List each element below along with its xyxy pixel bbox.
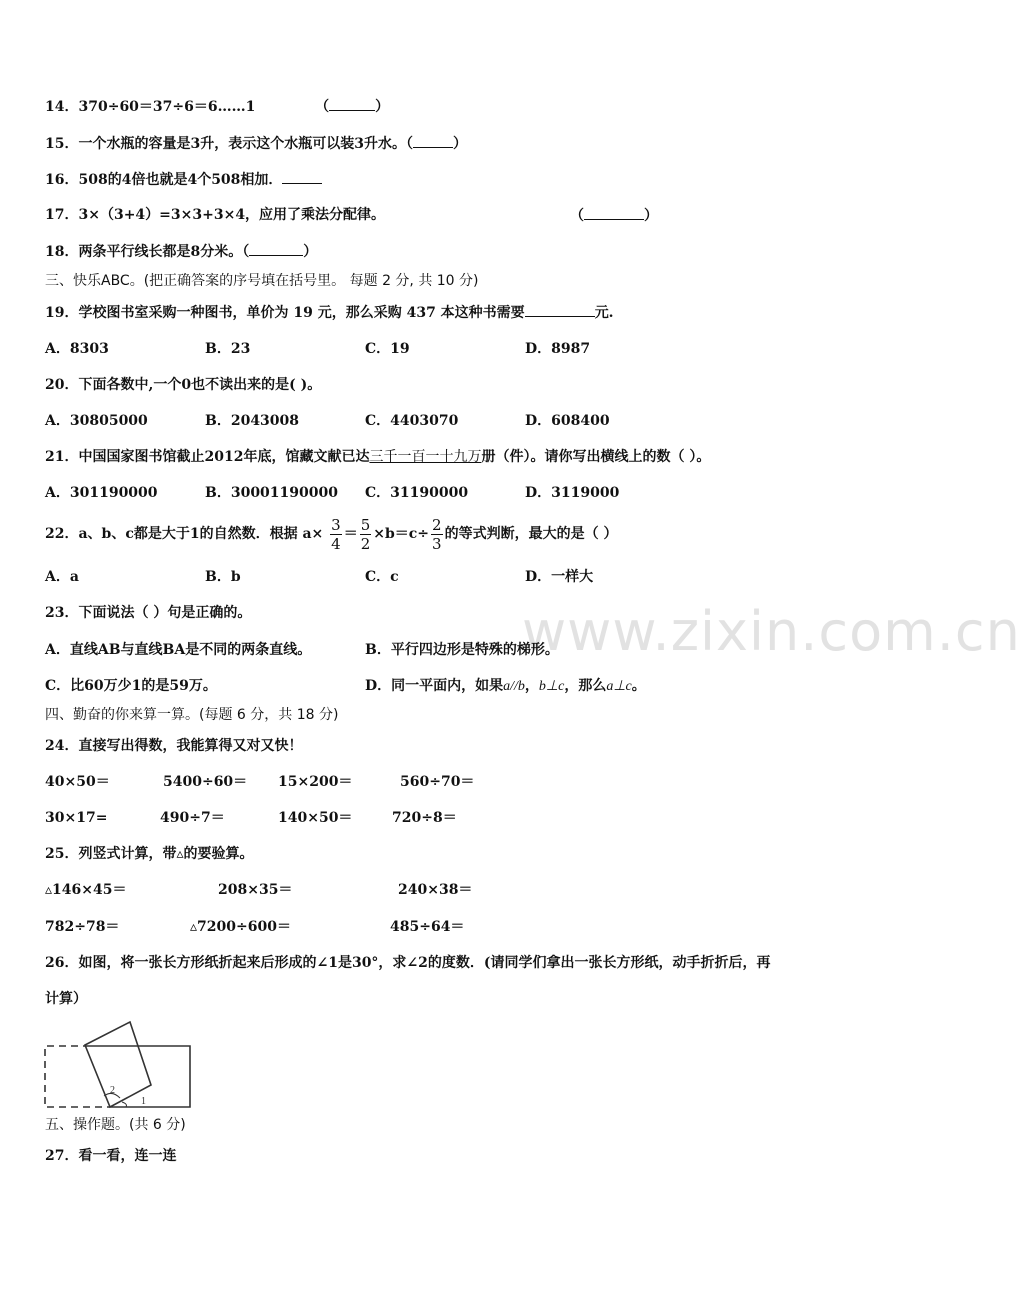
question-number: 20．	[45, 377, 79, 393]
paren-close: ）	[644, 208, 658, 224]
calc-item: 140×50＝	[278, 810, 353, 826]
numerator: 2	[432, 515, 442, 534]
paren-close: ）	[452, 136, 467, 152]
question-25	[45, 844, 254, 864]
option-d[interactable]: D．3119000	[525, 485, 620, 501]
question-27	[45, 1146, 176, 1166]
question-text: 508的4倍也就是4个508相加．	[78, 172, 283, 188]
option-d[interactable]: D．一样大	[525, 569, 594, 585]
question-number: 23．	[45, 605, 79, 621]
question-22	[45, 512, 617, 556]
fraction-5-2	[360, 516, 372, 553]
paren-close: ）	[375, 99, 390, 115]
question-tail: 元.	[594, 305, 614, 321]
option-a[interactable]: A．301190000	[45, 485, 158, 501]
section-3-heading: 三、快乐ABC。(把正确答案的序号填在括号里。 每题 2 分, 共 10 分)	[45, 273, 479, 289]
calc-item: 720÷8＝	[392, 810, 457, 826]
question-26-continued: 计算）	[45, 991, 87, 1007]
question-23	[45, 603, 251, 623]
answer-blank[interactable]	[329, 96, 375, 111]
equals-sign: ＝	[343, 526, 358, 542]
question-text: 下面各数中,一个0也不读出来的是( )。	[78, 377, 322, 393]
answer-blank[interactable]	[249, 241, 303, 256]
question-text-end: 册（件）。请你写出横线上的数（ ）。	[481, 449, 711, 465]
fraction-3-4	[330, 516, 342, 553]
option-c[interactable]: C．31190000	[365, 485, 469, 501]
calc-item: ▵146×45＝	[45, 882, 127, 898]
angle-2-label: 2	[110, 1085, 115, 1096]
option-b[interactable]: B．平行四边形是特殊的梯形。	[365, 642, 559, 658]
option-d[interactable]: D．608400	[525, 413, 610, 429]
option-d-text: D．同一平面内，如果	[365, 678, 504, 694]
question-text: 如图，将一张长方形纸折起来后形成的∠1是30°，求∠2的度数．(请同学们拿出一张长方形纸，动手折折后，再	[78, 955, 771, 971]
answer-blank[interactable]	[525, 302, 595, 317]
denominator: 2	[360, 534, 371, 553]
question-26	[45, 953, 771, 973]
question-18	[45, 241, 317, 262]
question-24	[45, 736, 302, 756]
question-number: 21．	[45, 449, 79, 465]
question-text: 中国国家图书馆截止2012年底，馆藏文献已达	[78, 449, 370, 465]
angle-1-label: 1	[141, 1096, 146, 1107]
numerator: 5	[360, 515, 371, 534]
question-number: 22．	[45, 526, 79, 542]
calc-item: 485÷64＝	[390, 919, 465, 935]
option-c[interactable]: C．19	[365, 341, 410, 357]
question-19	[45, 302, 614, 323]
question-number: 24．	[45, 738, 79, 754]
answer-blank[interactable]	[584, 205, 644, 220]
rectangle-outline	[90, 1046, 190, 1107]
question-number: 25．	[45, 846, 79, 862]
question-text-mid: ×b＝c÷	[373, 526, 430, 542]
question-16	[45, 169, 322, 190]
option-a[interactable]: A．a	[45, 569, 79, 585]
calc-item: 560÷70＝	[400, 774, 475, 790]
calc-item: 40×50＝	[45, 774, 110, 790]
numerator: 3	[331, 515, 341, 534]
option-d-mid: ，那么	[564, 678, 607, 694]
question-text: 一个水瓶的容量是3升，表示这个水瓶可以装3升水。（	[78, 136, 413, 152]
fraction-2-3	[431, 516, 443, 553]
option-b[interactable]: B．2043008	[205, 413, 300, 429]
question-number: 16．	[45, 172, 79, 188]
calc-item: 240×38＝	[398, 882, 473, 898]
option-b[interactable]: B．30001190000	[205, 485, 338, 501]
question-number: 26．	[45, 955, 79, 971]
separator: ，	[524, 678, 539, 694]
option-a[interactable]: A．直线AB与直线BA是不同的两条直线。	[45, 642, 312, 658]
question-text: 370÷60＝37÷6＝6……1	[78, 99, 256, 115]
underlined-text: 三千一百一十九万	[369, 449, 482, 465]
question-number: 14．	[45, 99, 79, 115]
option-c[interactable]: C．4403070	[365, 413, 459, 429]
question-text: 列竖式计算，带▵的要验算。	[78, 846, 254, 862]
denominator: 4	[331, 534, 341, 553]
denominator: 3	[432, 534, 442, 553]
question-21	[45, 447, 710, 467]
option-a[interactable]: A．8303	[45, 341, 109, 357]
question-text: 学校图书室采购一种图书，单价为 19 元，那么采购 437 本这种书需要	[78, 305, 525, 321]
period: 。	[631, 678, 646, 694]
calc-item: 782÷78＝	[45, 919, 120, 935]
watermark: www.zixin.com.cn	[522, 600, 1021, 663]
paren-open: （	[315, 99, 330, 115]
calc-item: 30×17=	[45, 810, 108, 826]
question-number: 27．	[45, 1148, 79, 1164]
question-17-answer	[570, 205, 658, 226]
option-d[interactable]	[365, 676, 646, 697]
paren-close: ）	[303, 244, 318, 260]
option-b[interactable]: B．23	[205, 341, 251, 357]
math-perpendicular: b⊥c	[538, 679, 565, 694]
folded-paper-figure	[40, 1016, 200, 1114]
calc-item: 5400÷60＝	[163, 774, 248, 790]
question-15	[45, 133, 467, 154]
question-14	[45, 96, 389, 117]
option-a[interactable]: A．30805000	[45, 413, 148, 429]
question-text: 3×（3+4）=3×3+3×4，应用了乘法分配律。	[78, 207, 386, 223]
calc-item: 490÷7＝	[160, 810, 225, 826]
section-4-heading: 四、勤奋的你来算一算。(每题 6 分，共 18 分)	[45, 707, 339, 723]
question-text: 看一看，连一连	[78, 1148, 177, 1164]
calc-item: 15×200＝	[278, 774, 353, 790]
question-text: 下面说法（ ）句是正确的。	[78, 605, 252, 621]
option-b[interactable]: B．b	[205, 569, 241, 585]
section-5-heading: 五、操作题。(共 6 分)	[45, 1117, 186, 1133]
math-parallel: a//b	[503, 679, 525, 694]
answer-blank[interactable]	[282, 169, 322, 184]
question-number: 17．	[45, 207, 79, 223]
paren-open: （	[570, 208, 584, 224]
calc-item: ▵7200÷600＝	[190, 919, 291, 935]
question-text: 直接写出得数，我能算得又对又快！	[78, 738, 303, 754]
option-c[interactable]: C．c	[365, 569, 399, 585]
question-20	[45, 375, 321, 395]
dashed-outline	[45, 1046, 110, 1107]
question-text-end: 的等式判断，最大的是（ ）	[444, 526, 618, 542]
math-perpendicular-result: a⊥c	[606, 679, 632, 694]
calc-item: 208×35＝	[218, 882, 293, 898]
question-number: 18．	[45, 244, 79, 260]
question-text: 两条平行线长都是8分米。（	[78, 244, 250, 260]
option-c[interactable]: C．比60万少1的是59万。	[45, 678, 217, 694]
question-17	[45, 205, 385, 225]
folded-flap	[85, 1022, 151, 1107]
question-text: a、b、c都是大于1的自然数．根据 a×	[78, 526, 324, 542]
question-number: 15．	[45, 136, 79, 152]
question-number: 19．	[45, 305, 79, 321]
option-d[interactable]: D．8987	[525, 341, 591, 357]
answer-blank[interactable]	[413, 133, 453, 148]
